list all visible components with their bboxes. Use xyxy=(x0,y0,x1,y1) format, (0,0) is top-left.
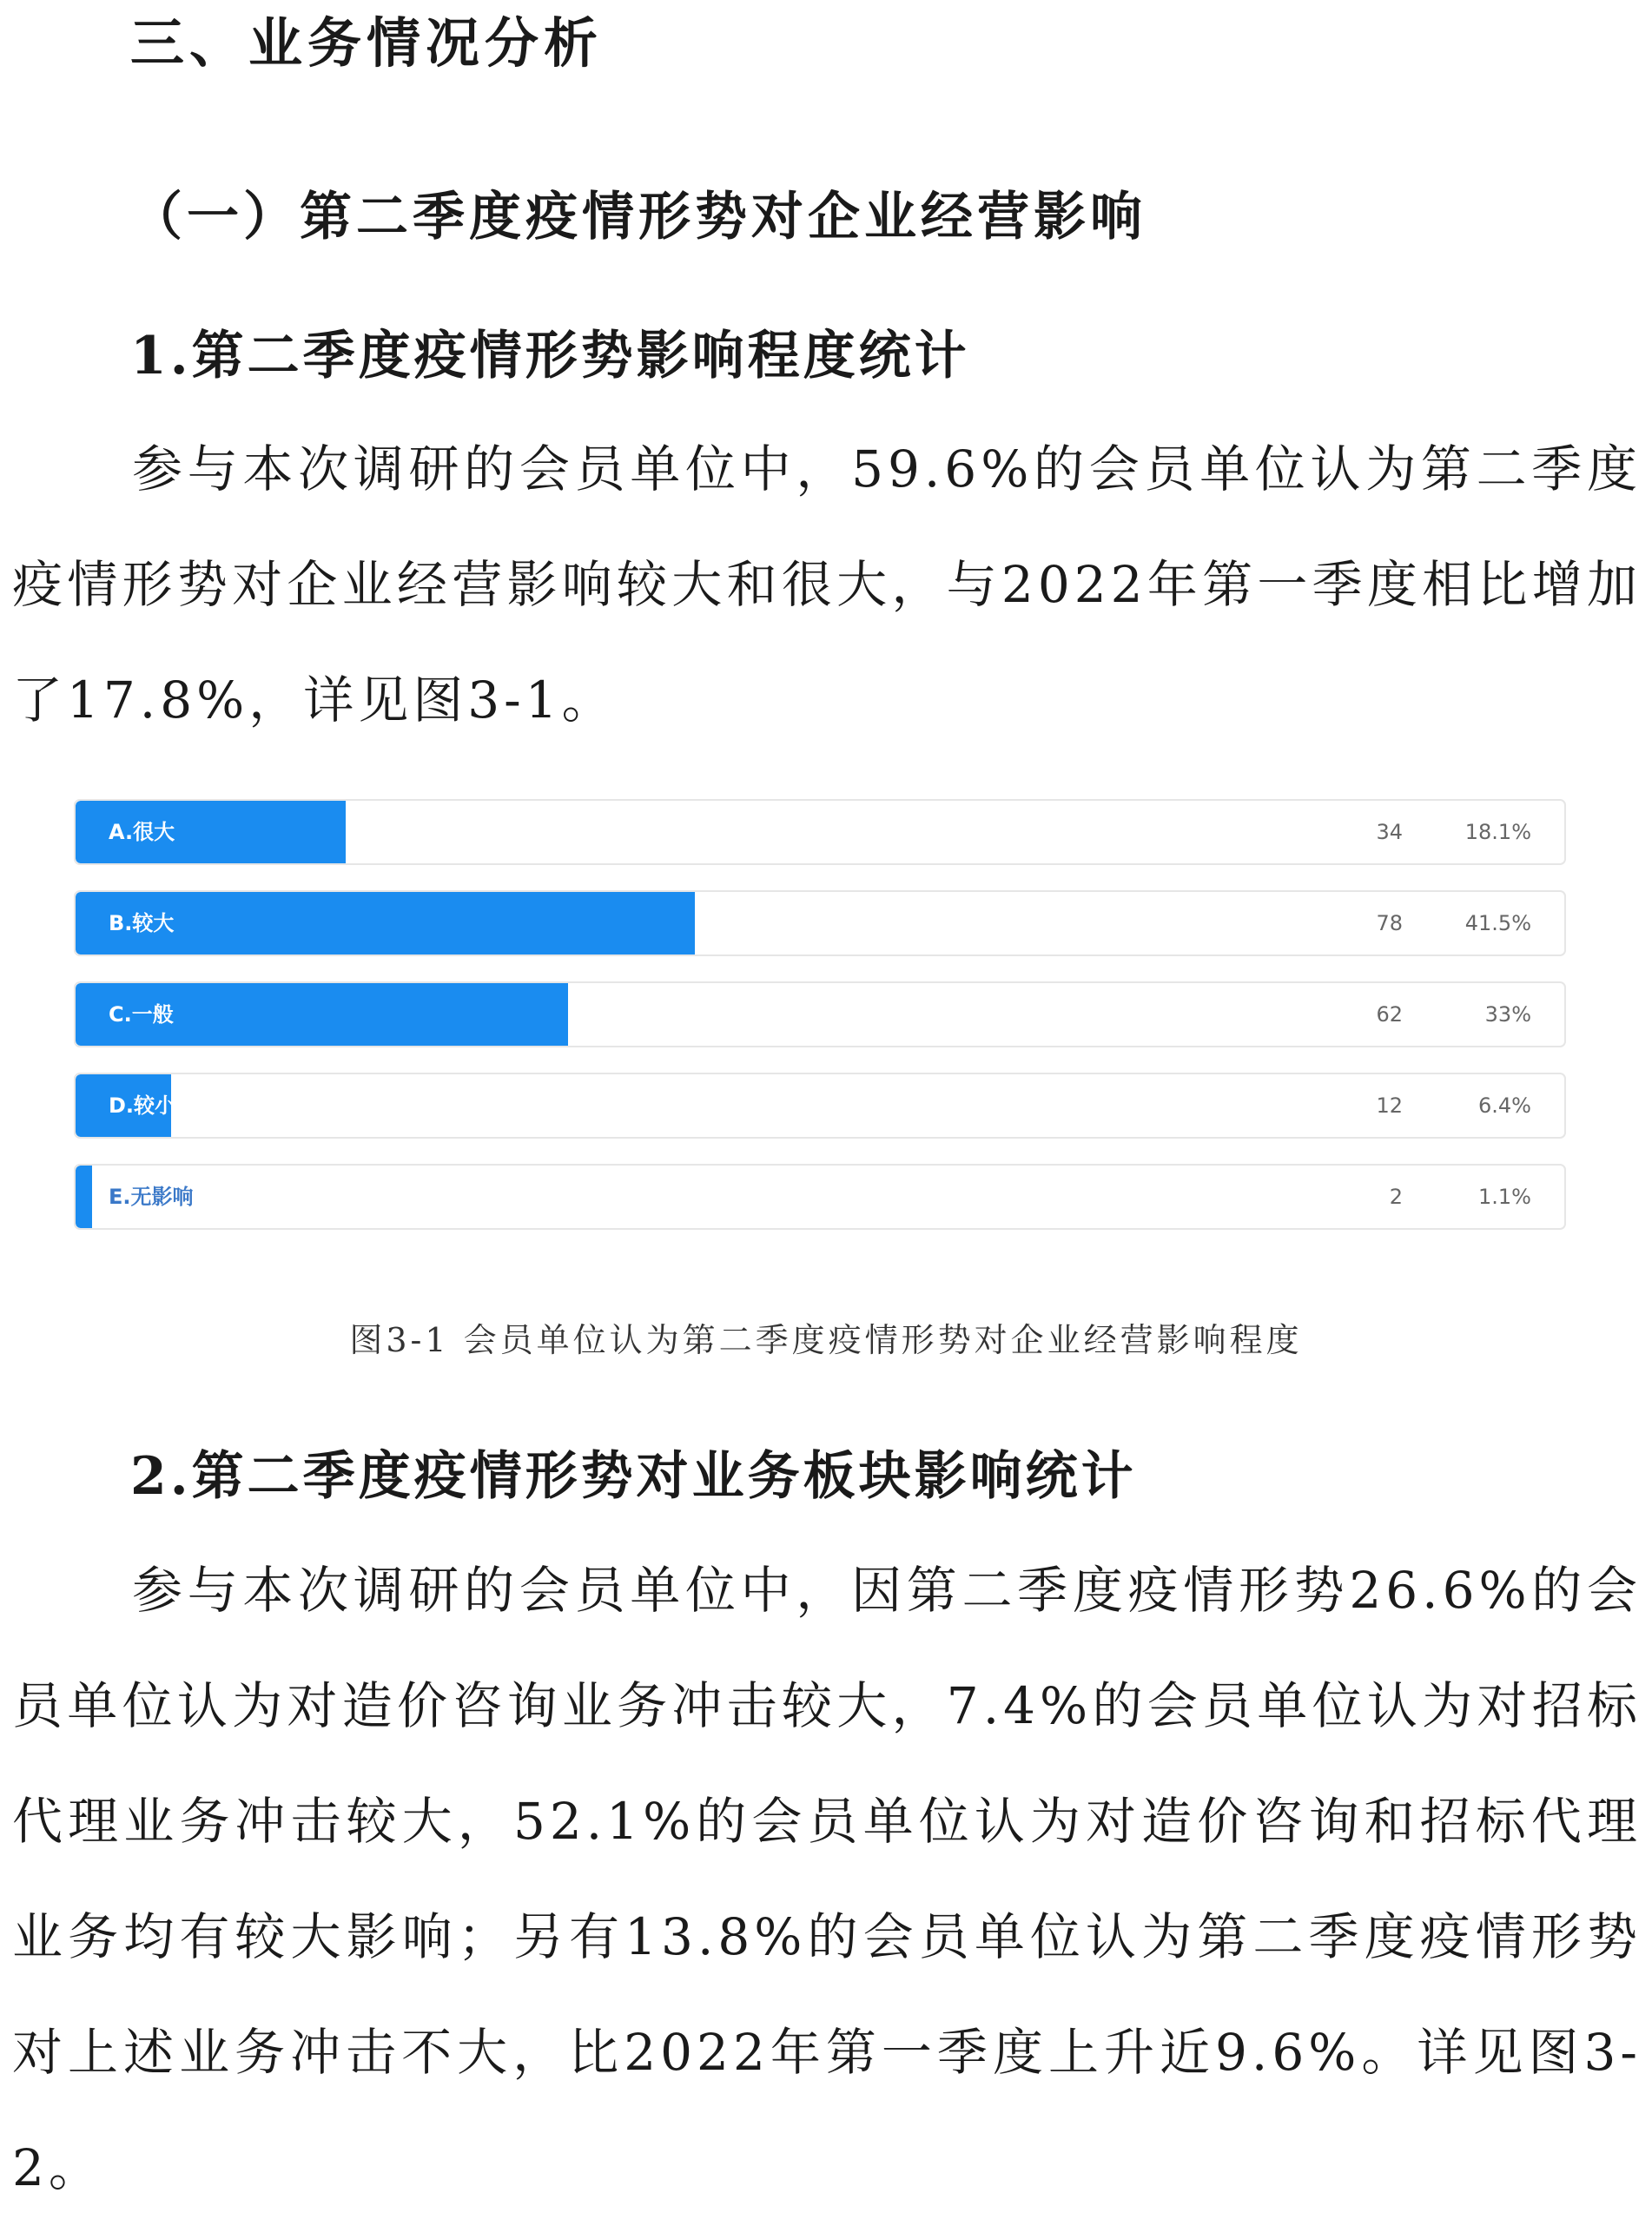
bar-category-label: D.较小 xyxy=(109,1093,176,1118)
bar-count-label: 62 xyxy=(1376,1002,1403,1027)
bar-row xyxy=(74,1073,1566,1139)
bar-percent-label: 1.1% xyxy=(1478,1185,1531,1209)
bar-percent-label: 6.4% xyxy=(1478,1093,1531,1118)
bar-count-label: 78 xyxy=(1376,911,1403,935)
bar-count-label: 34 xyxy=(1376,820,1403,844)
item2-paragraph: 参与本次调研的会员单位中，因第二季度疫情形势26.6%的会员单位认为对造价咨询业务冲击较大，7.4%的会员单位认为对招标代理业务冲击较大，52.1%的会员单位认为对造价咨询和招标代理业务均有较大影响；另有13.8%的会员单位认为第二季度疫情形势对上述业务冲击不大，比2022年第一季度上升近9.6%。详见图3-2。 xyxy=(12,1561,1642,2197)
bar-percent-label: 41.5% xyxy=(1464,911,1531,935)
bar-count-label: 2 xyxy=(1389,1185,1403,1209)
bar-count-label: 12 xyxy=(1376,1093,1403,1118)
bar-category-label: E.无影响 xyxy=(109,1185,194,1209)
bar-row xyxy=(74,1164,1566,1230)
bar-row xyxy=(74,890,1566,956)
item2-title: 2.第二季度疫情形势对业务板块影响统计 xyxy=(130,1446,1137,1507)
bar xyxy=(76,1166,92,1228)
bar-row xyxy=(74,799,1566,865)
section-title: 三、业务情况分析 xyxy=(130,11,604,75)
bar-category-label: C.一般 xyxy=(109,1002,174,1027)
bar-category-label: A.很大 xyxy=(109,820,175,844)
bar-percent-label: 18.1% xyxy=(1464,820,1531,844)
item1-title: 1.第二季度疫情形势影响程度统计 xyxy=(130,326,970,386)
figure-caption: 图3-1 会员单位认为第二季度疫情形势对企业经营影响程度 xyxy=(349,1321,1303,1359)
bar-row xyxy=(74,981,1566,1047)
bar-percent-label: 33% xyxy=(1484,1002,1531,1027)
subsection-title: （一）第二季度疫情形势对企业经营影响 xyxy=(130,187,1146,248)
item1-paragraph: 参与本次调研的会员单位中，59.6%的会员单位认为第二季度疫情形势对企业经营影响较大和很大，与2022年第一季度相比增加了17.8%，详见图3-1。 xyxy=(12,439,1642,730)
bar-category-label: B.较大 xyxy=(109,911,175,935)
